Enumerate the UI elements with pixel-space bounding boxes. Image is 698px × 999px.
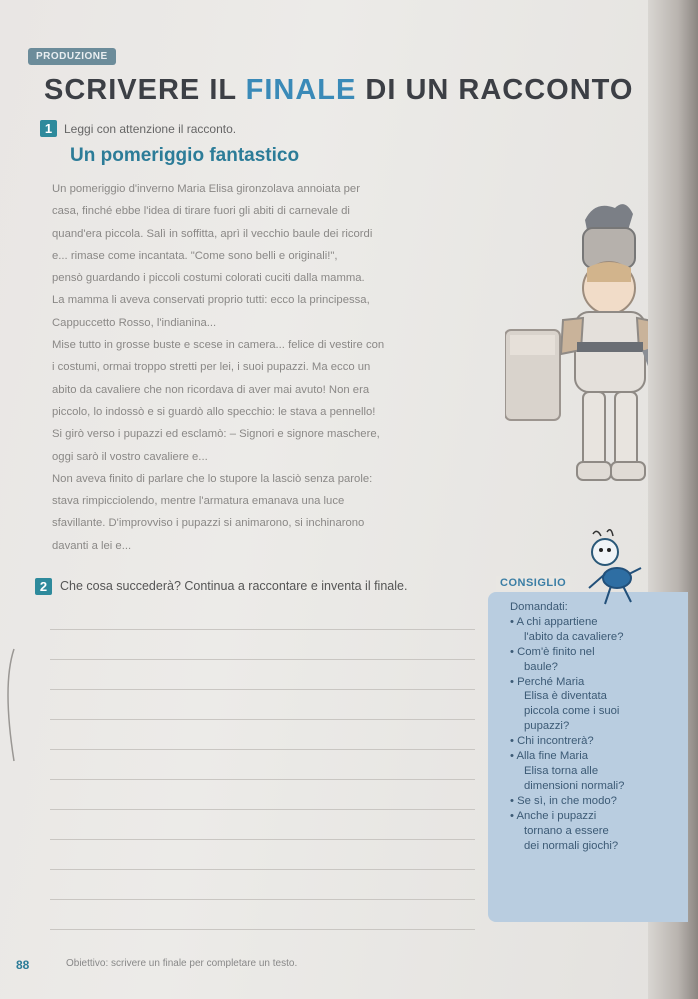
tip-line: pupazzi?	[524, 720, 570, 733]
tip-line: Domandati:	[510, 601, 568, 613]
ant-mascot-icon	[575, 528, 645, 608]
page-number: 88	[16, 958, 30, 972]
writing-line	[50, 690, 475, 720]
story-line: Si girò verso i pupazzi ed esclamò: – Signori e signore maschere,	[52, 428, 380, 441]
story-line: i costumi, ormai troppo stretti per lei, i suoi pupazzi. Ma ecco un	[52, 361, 371, 374]
tip-line: piccola come i suoi	[524, 705, 620, 718]
tip-line: Elisa torna alle	[524, 764, 599, 777]
exercise-2-instruction: Che cosa succederà? Continua a raccontare e inventa il finale.	[60, 579, 408, 593]
tip-body	[510, 600, 690, 853]
story-line: davanti a lei e...	[52, 539, 132, 552]
title-start: SCRIVERE IL	[44, 74, 246, 106]
story-line: abito da cavaliere che non ricordava di aver mai avuto! Non era	[52, 383, 370, 396]
tip-question: • Se sì, in che modo?	[510, 794, 690, 809]
writing-line	[50, 750, 475, 780]
tip-question: • Alla fine Maria	[510, 749, 690, 764]
page-title	[44, 74, 633, 107]
story-text	[52, 178, 522, 557]
story-line: Non aveva finito di parlare che lo stupore la lasciò senza parole:	[52, 472, 373, 485]
writing-line	[50, 720, 475, 750]
tip-line: tornano a essere	[524, 824, 609, 837]
tip-question: • Perché Maria	[510, 675, 690, 690]
tip-line: Elisa è diventata	[524, 690, 607, 703]
story-line: piccolo, lo indossò e si guardò allo specchio: le stava a pennello!	[52, 405, 376, 418]
writing-line	[50, 660, 475, 690]
exercise-2-number: 2	[35, 578, 52, 595]
tip-question: • Com'è finito nel	[510, 645, 690, 660]
writing-line	[50, 810, 475, 840]
tip-question: • Anche i pupazzi	[510, 809, 690, 824]
tip-heading: CONSIGLIO	[496, 576, 570, 590]
section-tag: PRODUZIONE	[28, 48, 116, 65]
story-line: stava rimpicciolendo, mentre l'armatura emanava una luce	[52, 495, 345, 508]
writing-line	[50, 840, 475, 870]
writing-line	[50, 900, 475, 930]
writing-area	[50, 600, 475, 930]
tip-question: • Chi incontrerà?	[510, 734, 690, 749]
story-line: Un pomeriggio d'inverno Maria Elisa gironzolava annoiata per	[52, 183, 360, 195]
writing-line	[50, 780, 475, 810]
exercise-1-instruction: Leggi con attenzione il racconto.	[64, 122, 237, 136]
tip-question: • A chi appartiene	[510, 615, 690, 630]
tip-line: dei normali giochi?	[524, 839, 619, 852]
tip-line: l'abito da cavaliere?	[524, 630, 624, 643]
writing-line	[50, 600, 475, 630]
story-line: e... rimase come incantata. "Come sono belli e originali!",	[52, 249, 338, 262]
title-highlight: FINALE	[245, 74, 357, 106]
story-line: La mamma li aveva conservati proprio tutti: ecco la principessa,	[52, 294, 370, 307]
exercise-1-number: 1	[40, 120, 57, 137]
knight-illustration	[505, 200, 648, 500]
writing-line	[50, 870, 475, 900]
story-line: quand'era piccola. Salì in soffitta, aprì il vecchio baule dei ricordi	[52, 227, 373, 240]
story-line: oggi sarò il vostro cavaliere e...	[52, 450, 208, 463]
story-line: Cappuccetto Rosso, l'indianina...	[52, 316, 217, 329]
story-line: casa, finché ebbe l'idea di tirare fuori gli abiti di carnevale di	[52, 205, 350, 218]
writing-line	[50, 630, 475, 660]
title-end: DI UN RACCONTO	[356, 74, 634, 106]
page-objective: Obiettivo: scrivere un finale per completare un testo.	[66, 958, 298, 969]
tip-line: dimensioni normali?	[524, 779, 625, 792]
tip-line: baule?	[524, 660, 558, 673]
story-line: Mise tutto in grosse buste e scese in camera... felice di vestire con	[52, 339, 385, 352]
story-title: Un pomeriggio fantastico	[70, 145, 300, 166]
margin-bracket	[0, 645, 40, 765]
story-line: pensò guardando i piccoli costumi colorati cuciti dalla mamma.	[52, 272, 365, 285]
story-line: sfavillante. D'improvviso i pupazzi si animarono, si inchinarono	[52, 517, 365, 530]
